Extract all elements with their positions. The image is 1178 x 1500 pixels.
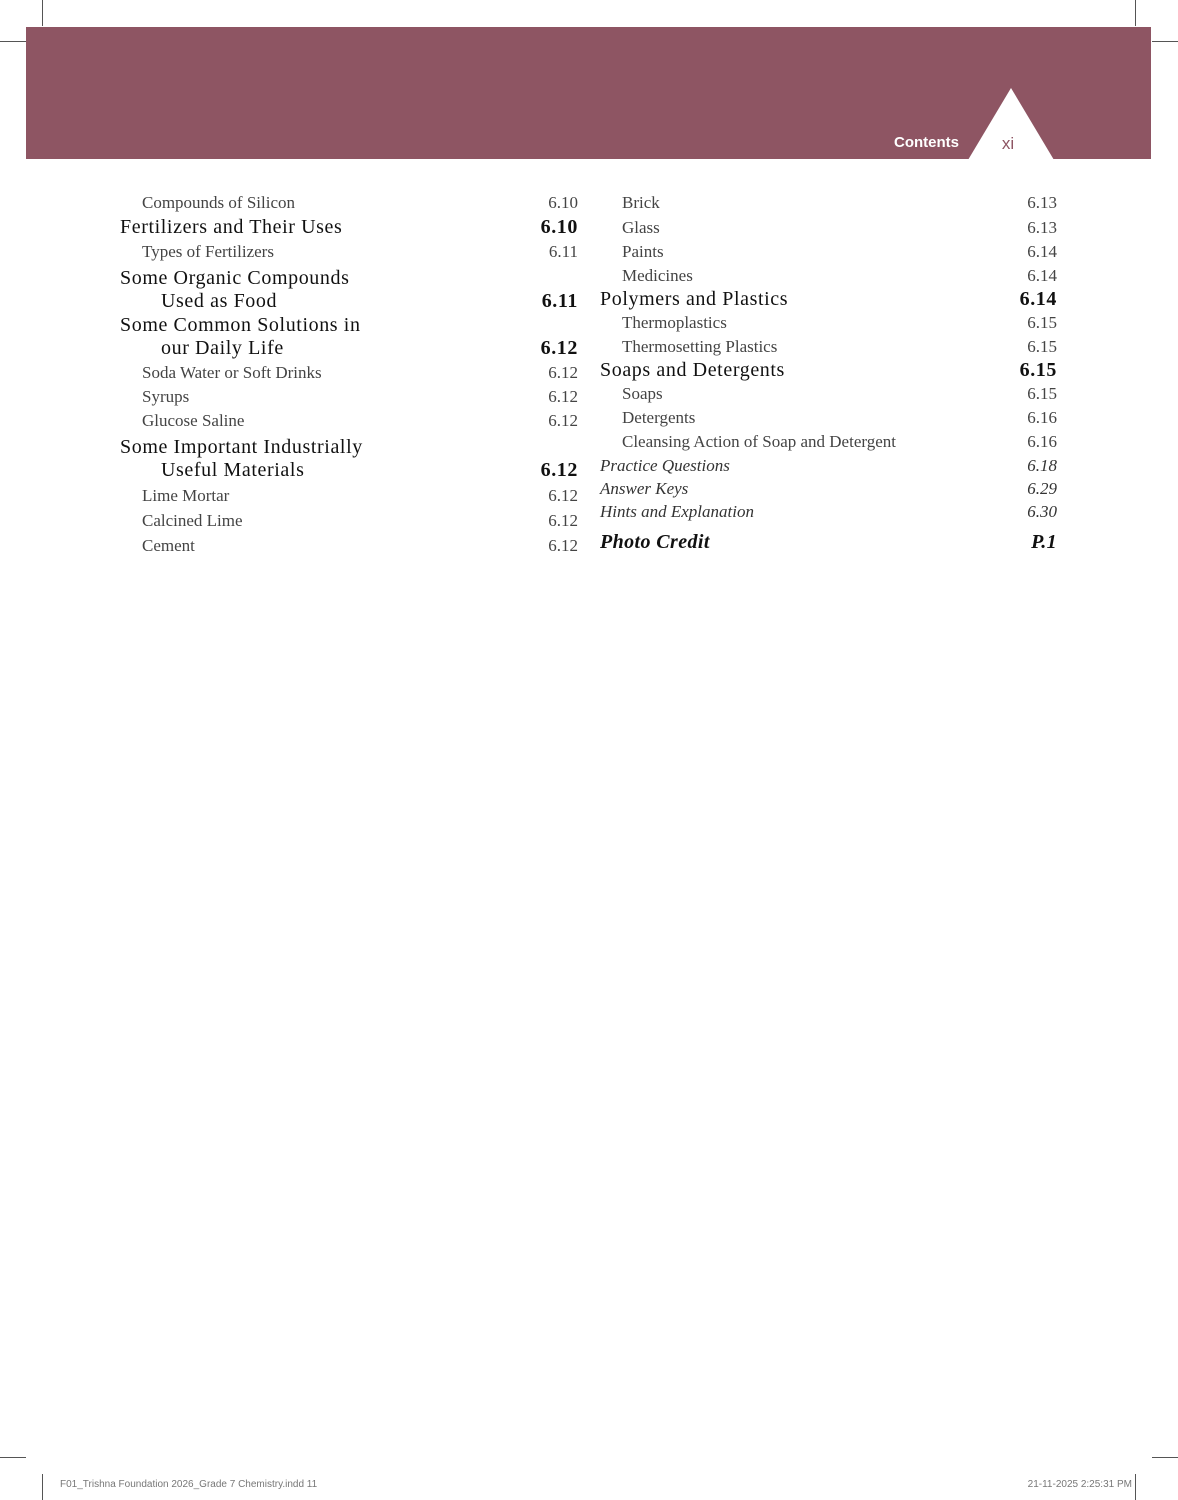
toc-entry — [600, 527, 1057, 557]
toc-entry-title-line: Some Common Solutions in — [120, 314, 361, 336]
toc-entry — [120, 484, 578, 508]
toc-left-column — [120, 191, 578, 558]
toc-entry-page: 6.11 — [548, 242, 578, 261]
toc-entry — [600, 477, 1057, 500]
toc-entry-title-line: Used as Food — [161, 290, 278, 312]
toc-entry-title: Thermoplastics — [622, 313, 727, 332]
toc-entry-title: Paints — [622, 242, 664, 261]
toc-entry — [120, 191, 578, 215]
footer-timestamp: 21-11-2025 2:25:31 PM — [1027, 1479, 1132, 1490]
toc-entry-title: Hints and Explanation — [600, 502, 754, 521]
toc-entry-title: Types of Fertilizers — [142, 242, 274, 261]
crop-mark — [1152, 41, 1178, 42]
toc-entry — [600, 359, 1057, 382]
toc-entry-title: Detergents — [622, 408, 696, 427]
toc-entry — [120, 385, 578, 409]
toc-entry — [120, 509, 578, 533]
toc-entry-page: 6.16 — [1027, 432, 1057, 451]
toc-entry-page: 6.16 — [1027, 408, 1057, 427]
toc-entry-title: Syrups — [142, 387, 190, 406]
toc-entry — [600, 288, 1057, 311]
toc-entry-title: Practice Questions — [600, 456, 730, 475]
toc-entry-page: P.1 — [1031, 531, 1057, 553]
crop-mark — [1152, 1457, 1178, 1458]
toc-entry — [120, 314, 578, 360]
toc-entry-title — [120, 314, 361, 360]
toc-entry-page: 6.29 — [1027, 479, 1057, 498]
crop-mark — [0, 41, 26, 42]
crop-mark — [1135, 0, 1136, 26]
toc-entry-title: Brick — [622, 193, 660, 212]
crop-mark — [0, 1457, 26, 1458]
toc-entry — [600, 406, 1057, 430]
toc-right-column — [600, 191, 1057, 557]
crop-mark — [42, 0, 43, 26]
toc-entry-page: 6.30 — [1027, 502, 1057, 521]
toc-entry — [120, 436, 578, 482]
toc-entry-page: 6.14 — [1027, 242, 1057, 261]
toc-entry — [120, 216, 578, 239]
toc-entry — [600, 500, 1057, 523]
toc-entry-page: 6.13 — [1027, 218, 1057, 237]
header-label: Contents — [894, 134, 959, 151]
toc-entry — [120, 240, 578, 264]
toc-entry-page: 6.12 — [540, 337, 578, 359]
toc-entry-title: Fertilizers and Their Uses — [120, 216, 343, 238]
toc-entry-title-line: our Daily Life — [161, 337, 284, 359]
toc-entry-title — [120, 267, 350, 313]
toc-entry-page: 6.12 — [548, 536, 578, 555]
toc-entry-title: Polymers and Plastics — [600, 288, 789, 310]
toc-entry-title: Calcined Lime — [142, 511, 243, 530]
toc-entry-page: 6.15 — [1019, 359, 1057, 381]
toc-entry-page: 6.12 — [540, 459, 578, 481]
toc-entry — [600, 240, 1057, 264]
toc-entry-page: 6.10 — [540, 216, 578, 238]
toc-entry-page: 6.12 — [548, 486, 578, 505]
toc-entry-page: 6.15 — [1027, 337, 1057, 356]
footer-file: F01_Trishna Foundation 2026_Grade 7 Chemistry.indd 11 — [60, 1479, 318, 1490]
toc-entry — [120, 361, 578, 385]
toc-entry — [600, 335, 1057, 359]
toc-entry-title — [120, 436, 363, 482]
toc-entry — [600, 382, 1057, 406]
toc-entry-title: Soaps and Detergents — [600, 359, 785, 381]
toc-entry-page: 6.12 — [548, 411, 578, 430]
toc-entry-title: Glass — [622, 218, 660, 237]
toc-entry-title: Cement — [142, 536, 195, 555]
toc-entry-title: Answer Keys — [600, 479, 689, 498]
toc-entry-page: 6.14 — [1027, 266, 1057, 285]
toc-entry-title: Soaps — [622, 384, 663, 403]
toc-entry-page: 6.12 — [548, 511, 578, 530]
toc-entry-page: 6.15 — [1027, 384, 1057, 403]
crop-mark — [1135, 1474, 1136, 1500]
toc-entry-title: Glucose Saline — [142, 411, 245, 430]
toc-entry-page: 6.18 — [1027, 456, 1057, 475]
toc-entry-page: 6.14 — [1019, 288, 1057, 310]
toc-entry — [120, 534, 578, 558]
toc-entry-page: 6.15 — [1027, 313, 1057, 332]
toc-entry-title: Photo Credit — [600, 531, 710, 553]
toc-entry-title-line: Some Organic Compounds — [120, 267, 350, 289]
page-number: xi — [1001, 134, 1015, 153]
toc-entry — [120, 267, 578, 313]
toc-entry — [600, 311, 1057, 335]
toc-entry-page: 6.12 — [548, 387, 578, 406]
toc-entry — [600, 216, 1057, 240]
toc-entry-page: 6.13 — [1027, 193, 1057, 212]
toc-entry-title-line: Some Important Industrially — [120, 436, 363, 458]
toc-entry-title: Soda Water or Soft Drinks — [142, 363, 322, 382]
toc-entry — [600, 191, 1057, 215]
toc-entry-page: 6.11 — [541, 290, 578, 312]
toc-entry — [600, 454, 1057, 477]
toc-entry-page: 6.12 — [548, 363, 578, 382]
toc-entry-page: 6.10 — [548, 193, 578, 212]
toc-entry-title: Lime Mortar — [142, 486, 230, 505]
toc-entry-title: Compounds of Silicon — [142, 193, 296, 212]
toc-entry-title: Medicines — [622, 266, 693, 285]
toc-entry — [600, 264, 1057, 288]
toc-entry — [600, 430, 1057, 454]
toc-entry-title-line: Useful Materials — [161, 459, 305, 481]
toc-entry-title: Thermosetting Plastics — [622, 337, 778, 356]
toc-entry-title: Cleansing Action of Soap and Detergent — [622, 432, 896, 451]
crop-mark — [42, 1474, 43, 1500]
toc-entry — [120, 409, 578, 433]
